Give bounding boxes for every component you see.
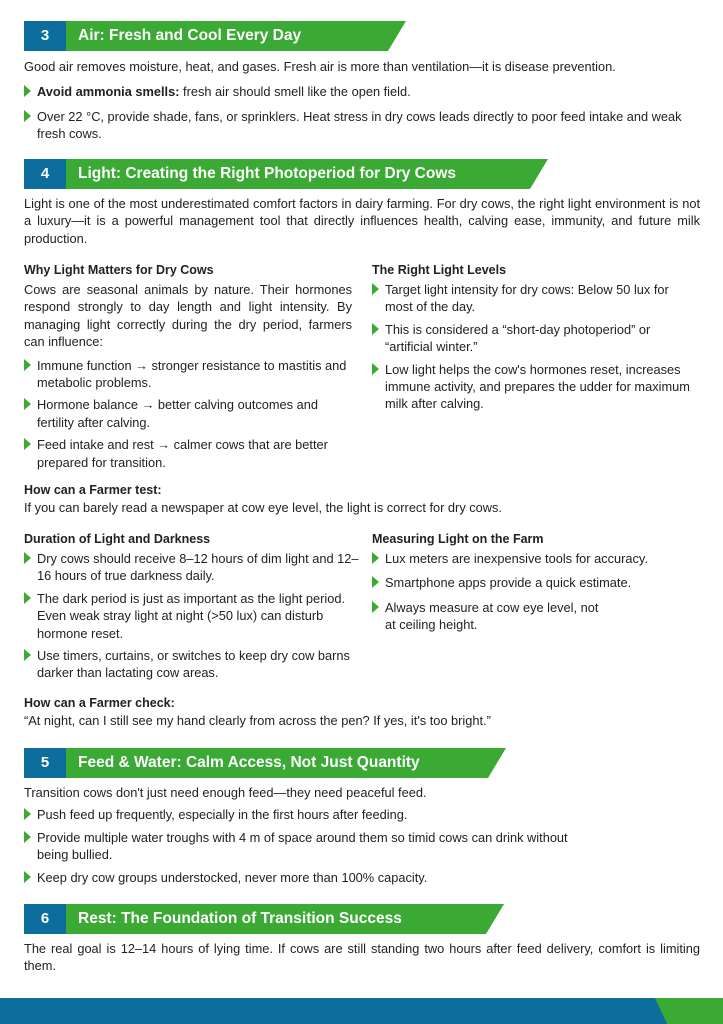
section-3-bullet-1 (24, 83, 700, 100)
why-light-text: Cows are seasonal animals by nature. Their hormones respond strongly to day length and light intensity. By managing light correctly during the dry period, farmers can influence: (24, 282, 352, 350)
measuring-column (372, 531, 700, 634)
bullet-arrow-icon (24, 831, 31, 843)
section-3-intro: Good air removes moisture, heat, and gases. Fresh air is more than ventilation—it is disease prevention. (24, 59, 616, 74)
bullet-text: Smartphone apps provide a quick estimate. (385, 575, 632, 591)
farmer-test-text: If you can barely read a newspaper at cow eye level, the light is correct for dry cows. (24, 500, 502, 515)
farmer-check-block (24, 695, 700, 729)
bullet-text: Target light intensity for dry cows: Below 50 lux for most of the day. (385, 282, 669, 315)
bullet-text: Immune function → stronger resistance to mastitis and metabolic problems. (37, 357, 347, 390)
section-6-body (24, 940, 700, 975)
bullet-arrow-icon (372, 576, 379, 588)
section-5-intro: Transition cows don't just need enough feed—they need peaceful feed. (24, 785, 427, 800)
bullet-arrow-icon (24, 649, 31, 661)
bullet-text: Hormone balance → better calving outcomes and fertility after calving. (37, 397, 318, 430)
duration-bullet-2 (24, 590, 360, 642)
section-4-title: Light: Creating the Right Photoperiod for Dry Cows (66, 159, 530, 189)
bullet-arrow-icon (24, 592, 31, 604)
why-light-bullet-3 (24, 436, 352, 471)
why-light-column (24, 262, 352, 471)
bullet-arrow-icon (24, 808, 31, 820)
bullet-arrow-icon (24, 110, 31, 122)
why-light-bullet-2 (24, 396, 352, 431)
bullet-text: The dark period is just as important as the light period. Even weak stray light at night (>50 lux) can disturb hormone reset. (37, 590, 345, 641)
farmer-check-heading: How can a Farmer check: (24, 696, 175, 710)
why-light-heading: Why Light Matters for Dry Cows (24, 263, 214, 277)
bullet-arrow-icon (24, 85, 31, 97)
light-levels-bullet-2 (372, 321, 690, 356)
duration-heading: Duration of Light and Darkness (24, 532, 211, 546)
bullet-text: Feed intake and rest → calmer cows that are better prepared for transition. (37, 437, 328, 470)
bullet-arrow-icon (24, 398, 31, 410)
section-5-number: 5 (24, 748, 66, 778)
measuring-bullet-3 (372, 599, 612, 634)
section-5-bullet-3 (24, 869, 700, 886)
bullet-text: Provide multiple water troughs with 4 m of space around them so timid cows can drink without being bullied. (37, 829, 568, 863)
duration-column (24, 531, 360, 682)
bullet-text: Lux meters are inexpensive tools for accuracy. (385, 551, 648, 566)
light-levels-column (372, 262, 690, 413)
bullet-text: Low light helps the cow's hormones reset, increases immune activity, and prepares the udder for maximum milk after calving. (385, 361, 690, 412)
farmer-test-heading: How can a Farmer test: (24, 483, 162, 497)
bullet-arrow-icon (372, 323, 379, 335)
bullet-arrow-icon (372, 283, 379, 295)
light-levels-bullet-3 (372, 361, 690, 413)
section-5-title: Feed & Water: Calm Access, Not Just Quantity (66, 748, 488, 778)
bullet-text: This is considered a “short-day photoperiod” or “artificial winter.” (385, 321, 651, 355)
bullet-text: fresh air should smell like the open field. (179, 84, 411, 100)
bullet-text: Dry cows should receive 8–12 hours of dim light and 12–16 hours of true darkness daily. (37, 551, 359, 584)
section-3-bullet-2 (24, 108, 684, 143)
farmer-test-block (24, 482, 700, 516)
footer-bar (0, 998, 723, 1024)
bullet-text: Over 22 °C, provide shade, fans, or sprinklers. Heat stress in dry cows leads directly to poor feed intake and weak fresh cows. (37, 108, 682, 142)
section-6-title: Rest: The Foundation of Transition Success (66, 904, 486, 934)
bullet-text: Push feed up frequently, especially in the first hours after feeding. (37, 807, 408, 823)
section-5-header (24, 748, 488, 778)
section-6-intro: The real goal is 12–14 hours of lying time. If cows are still standing two hours after feed delivery, comfort is limiting them. (24, 941, 700, 974)
bullet-text: Use timers, curtains, or switches to keep dry cow barns darker than lactating cow areas. (37, 647, 350, 681)
why-light-bullet-1 (24, 357, 352, 392)
bullet-text: Always measure at cow eye level, not at ceiling height. (385, 599, 599, 633)
section-4-header (24, 159, 530, 189)
section-4-intro-block (24, 195, 700, 247)
bullet-arrow-icon (24, 438, 31, 450)
bullet-arrow-icon (372, 552, 379, 564)
measuring-bullet-2 (372, 574, 700, 591)
light-levels-heading: The Right Light Levels (372, 263, 507, 277)
bullet-text: Keep dry cow groups understocked, never more than 100% capacity. (37, 869, 428, 885)
bullet-arrow-icon (24, 359, 31, 371)
light-levels-bullet-1 (372, 281, 690, 316)
section-3-header (24, 21, 388, 51)
section-3-title: Air: Fresh and Cool Every Day (66, 21, 388, 51)
duration-bullet-3 (24, 647, 360, 682)
measuring-bullet-1 (372, 550, 700, 567)
section-3-body (24, 58, 700, 143)
bullet-arrow-icon (372, 601, 379, 613)
bullet-bold-lead: Avoid ammonia smells: (37, 84, 180, 100)
bullet-arrow-icon (24, 871, 31, 883)
section-4-number: 4 (24, 159, 66, 189)
bullet-arrow-icon (24, 552, 31, 564)
section-4-intro: Light is one of the most underestimated comfort factors in dairy farming. For dry cows, the right light environment is not a luxury—it is a powerful management tool that directly influences health, calving ease, immunity, and future milk production. (24, 196, 700, 246)
section-6-header (24, 904, 486, 934)
section-3-number: 3 (24, 21, 66, 51)
section-6-number: 6 (24, 904, 66, 934)
section-5-bullet-2 (24, 829, 594, 864)
measuring-heading: Measuring Light on the Farm (372, 532, 544, 546)
duration-bullet-1 (24, 550, 360, 585)
bullet-arrow-icon (372, 363, 379, 375)
section-5-bullet-1 (24, 806, 700, 823)
farmer-check-text: “At night, can I still see my hand clearly from across the pen? If yes, it's too bright.” (24, 713, 491, 728)
section-5-body (24, 784, 700, 886)
